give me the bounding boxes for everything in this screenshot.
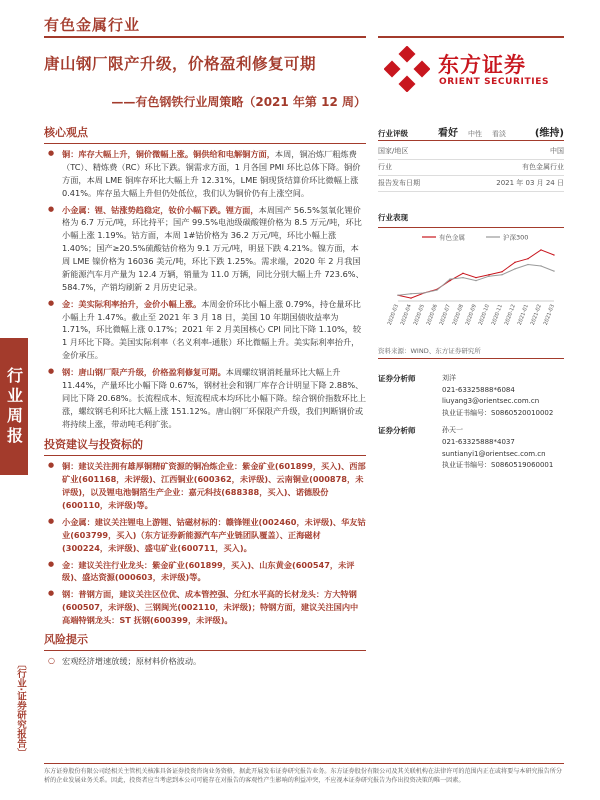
data-point	[488, 274, 489, 275]
rating-option-neutral: 中性	[468, 130, 482, 138]
data-point	[462, 273, 463, 274]
core-view-title: 核心观点	[44, 124, 366, 144]
x-tick-label: 2021-01	[516, 303, 530, 327]
data-point	[423, 292, 424, 293]
core-item-steel	[44, 366, 366, 430]
data-point	[501, 271, 502, 272]
risk-item: ○ 宏观经济增速放缓；原材料价格波动。	[44, 655, 366, 668]
x-tick-label: 2020-09	[464, 303, 478, 327]
data-point	[540, 249, 541, 250]
header-divider-right	[378, 36, 564, 38]
industry-rating	[378, 124, 564, 141]
info-row	[378, 160, 564, 176]
info-key: 国家/地区	[378, 144, 449, 160]
analyst-cert: 执业证书编号：S0860520010002	[442, 408, 554, 417]
data-point	[397, 294, 398, 295]
logo-cn: 东方证券	[438, 53, 526, 77]
company-logo	[384, 46, 564, 96]
info-key: 行业	[378, 160, 449, 176]
legend-label: 沪深300	[503, 233, 529, 242]
invest-item-text: 普钢方面，建议关注区位优、成本管控强、分红水平高的长材龙头：方大特钢(600507，未评级)、三钢闽光(002110，未评级)；特钢方面，建议关注国内中高端特钢龙头：ST 抚钢(600399，未评级)。	[62, 589, 359, 625]
invest-item-gold	[44, 559, 366, 585]
x-tick-label: 2020-04	[399, 303, 413, 327]
side-label-report-type: 〔行业·证券研究报告〕	[15, 658, 26, 758]
invest-item-label: 金：	[62, 559, 79, 570]
x-tick-label: 2020-03	[386, 303, 400, 327]
core-item-lead: 铜：库存大幅上升，铜价微幅上涨。铜供给和电解铜方面，	[62, 149, 275, 159]
invest-list	[44, 460, 366, 627]
rating-value: 看好	[438, 128, 458, 139]
data-point	[553, 254, 554, 255]
data-point	[514, 262, 515, 263]
data-point	[514, 268, 515, 269]
data-point	[501, 274, 502, 275]
data-point	[475, 280, 476, 281]
x-tick-label: 2020-07	[438, 303, 452, 327]
x-tick-label: 2021-02	[529, 303, 543, 327]
disclaimer-text: 东方证券股份有限公司经相关主管机关核准具备证券投资咨询业务资格，据此开展发布证券研究报告业务。东方证券股份有限公司及其关联机构在法律许可的范围内正在或将要与本研究报告所分析的企业发展业务关系。因此，投资者应当考虑到本公司可能存在对报告的客观性产生影响的利益冲突，不应视本证券研究报告为作出投资决策的唯一因素。	[44, 768, 562, 785]
x-tick-label: 2020-08	[451, 303, 465, 327]
data-point	[527, 258, 528, 259]
core-item-lead: 钢：唐山钢厂限产升级，价格盈利修复可期。	[62, 367, 226, 377]
analyst-phone: 021-63325888*6084	[442, 385, 515, 394]
sector-label: 有色金属行业	[44, 16, 141, 34]
invest-item-minor-metals	[44, 516, 366, 555]
invest-title: 投资建议与投资标的	[44, 436, 366, 456]
right-column	[378, 124, 564, 472]
data-point	[410, 293, 411, 294]
data-point	[488, 275, 489, 276]
chart-source: 资料来源：WIND、东方证券研究所	[378, 346, 564, 359]
rating-option-negative: 看淡	[492, 130, 506, 138]
data-point	[553, 270, 554, 271]
x-tick-label: 2020-10	[477, 303, 491, 327]
info-row	[378, 144, 564, 160]
report-info-table	[378, 144, 564, 192]
data-point	[475, 277, 476, 278]
core-item-body: 本周螺纹钢消耗量环比大幅上升 11.44%，产量环比小幅下降 0.67%，钢材社会和钢厂库存合计明显下降 2.88%、同比下降 20.68%。长流程成本、短流程成本均环比小幅下降。综合钢价指数环比上涨，螺纹钢毛利环比大幅上涨 151.12%。唐山钢厂环保限产升级，我们判断钢价或将持续上涨，带动吨毛利扩张。	[62, 367, 367, 429]
core-item-lead: 小金属：锂、钴涨势趋稳定，钕价小幅下跌。锂方面，	[62, 204, 259, 215]
x-tick-label: 2020-06	[425, 303, 439, 327]
performance-title: 行业表现	[378, 212, 564, 228]
info-value: 2021 年 03 月 24 日	[449, 176, 564, 192]
series-line-1	[398, 265, 554, 296]
orient-logo-icon	[384, 46, 430, 92]
core-view-list	[44, 148, 366, 430]
risk-title: 风险提示	[44, 631, 366, 651]
invest-item-label: 钢：	[62, 589, 79, 600]
analyst-email[interactable]: liuyang3@orientsec.com.cn	[442, 397, 540, 406]
core-item-copper	[44, 148, 366, 200]
invest-item-copper	[44, 460, 366, 512]
logo-en: ORIENT SECURITIES	[439, 77, 550, 87]
report-title: 唐山钢厂限产升级，价格盈利修复可期	[44, 55, 317, 73]
data-point	[527, 264, 528, 265]
analyst-email[interactable]: suntianyi1@orientsec.com.cn	[442, 449, 546, 458]
analyst-block	[378, 373, 564, 419]
core-item-minor-metals	[44, 204, 366, 294]
report-subtitle: ——有色钢铁行业周策略（2021 年第 12 周）	[111, 95, 366, 109]
invest-item-label: 小金属：	[62, 516, 95, 527]
analyst-role: 证券分析师	[378, 374, 416, 383]
analyst-phone: 021-63325888*4037	[442, 438, 515, 447]
core-item-body: 本周国产 56.5%氢氧化锂价格为 6.7 万元/吨，环比持平；国产 99.5%电池级碳酸锂价格为 8.5 万元/吨，环比小幅上涨 1.19%。钴方面，本周 1#钴价格为 36.2 万元/吨，环比小幅上涨 1.40%；国产≥20.5%硫酸钴价格为 9.1 万元/吨，明显下跌 4.21%。镍方面，本周 LME 镍价格为 16036 美元/吨，环比下跌 1.25%。需求端，2020 年 2 月我国新能源汽车月产量为 12.4 万辆，销量为 11.0 万辆，同比分别大幅上升 723.6%、584.7%，产销均刷新 2 月历史记录。	[62, 204, 364, 292]
x-tick-label: 2021-03	[542, 303, 556, 327]
analyst-info	[442, 373, 553, 419]
invest-item-steel	[44, 588, 366, 627]
data-point	[436, 289, 437, 290]
analyst-name: 孙天一	[442, 426, 463, 435]
rating-label: 行业评级	[378, 129, 408, 138]
performance-chart-svg	[378, 231, 564, 341]
core-item-gold	[44, 298, 366, 362]
core-item-lead: 金：美实际利率抬升，金价小幅上涨。	[62, 298, 202, 309]
core-item-body: 本周金价环比小幅上涨 0.79%，持仓量环比小幅上升 1.47%。截止至 2021 年 3 月 18 日，美国 10 年期国债收益率为 1.71%，环比微幅上涨 0.17%；2021 年 2 月美国核心 CPI 同比下降 1.10%，较 1 月环比下降。美国实际利率（名义利率-通胀）环比微幅上升。美实际利率抬升，金价承压。	[62, 298, 362, 361]
left-column	[44, 124, 366, 668]
info-key: 报告发布日期	[378, 176, 449, 192]
side-label-weekly: 行业周报	[0, 338, 28, 475]
footer-divider	[44, 763, 564, 764]
data-point	[540, 265, 541, 266]
analyst-role: 证券分析师	[378, 426, 416, 436]
series-line-0	[398, 250, 554, 298]
info-row	[378, 176, 564, 192]
rating-maintain: (维持)	[534, 128, 564, 139]
invest-item-text: 建议关注锂电上游锂、钴磁材标的：赣锋锂业(002460，未评级)、华友钴业(603799，买入)（东方证券新能源汽车产业链团队覆盖）、正海磁材(300224，未评级)、盛屯矿业(600711，买入)。	[62, 516, 366, 553]
invest-item-text: 建议关注行业龙头：紫金矿业(601899，买入)、山东黄金(600547，未评级)、盛达资源(000603，未评级)等。	[62, 559, 355, 583]
analyst-block	[378, 425, 564, 471]
header-divider	[44, 36, 366, 38]
analyst-name: 刘洋	[442, 374, 456, 382]
analyst-info	[442, 425, 553, 471]
x-tick-label: 2020-12	[503, 303, 517, 327]
data-point	[410, 297, 411, 298]
invest-item-label: 铜：	[62, 461, 79, 472]
risk-list	[44, 655, 366, 668]
info-value: 有色金属行业	[449, 160, 564, 176]
x-tick-label: 2020-11	[490, 303, 504, 327]
info-value: 中国	[449, 144, 564, 160]
core-item-body: 本周，铜冶炼厂粗炼费（TC）、精炼费（RC）环比下跌。铜需求方面，1 月各国 PMI 环比总体下降。铜价方面，本周 LME 铜库存环比大幅上升 12.31%，LME 铜现货结算价环比微幅上涨 0.41%。库存虽大幅上升但仍处低位，我们认为铜价仍有上涨空间。	[62, 149, 361, 198]
invest-item-text: 建议关注拥有雄厚铜精矿资源的铜冶炼企业：紫金矿业(601899，买入)、西部矿业(601168，未评级)、江西铜业(600362，未评级)、云南铜业(000878，未评级)，以及锂电池铜箔生产企业：嘉元科技(688388，买入)、诺德股份(600110，未评级)等。	[62, 461, 366, 510]
x-tick-label: 2020-05	[412, 303, 426, 327]
data-point	[449, 278, 450, 279]
performance-chart	[378, 231, 564, 341]
analyst-cert: 执业证书编号：S0860519060001	[442, 461, 554, 470]
legend-label: 有色金属	[439, 233, 465, 242]
data-point	[462, 277, 463, 278]
